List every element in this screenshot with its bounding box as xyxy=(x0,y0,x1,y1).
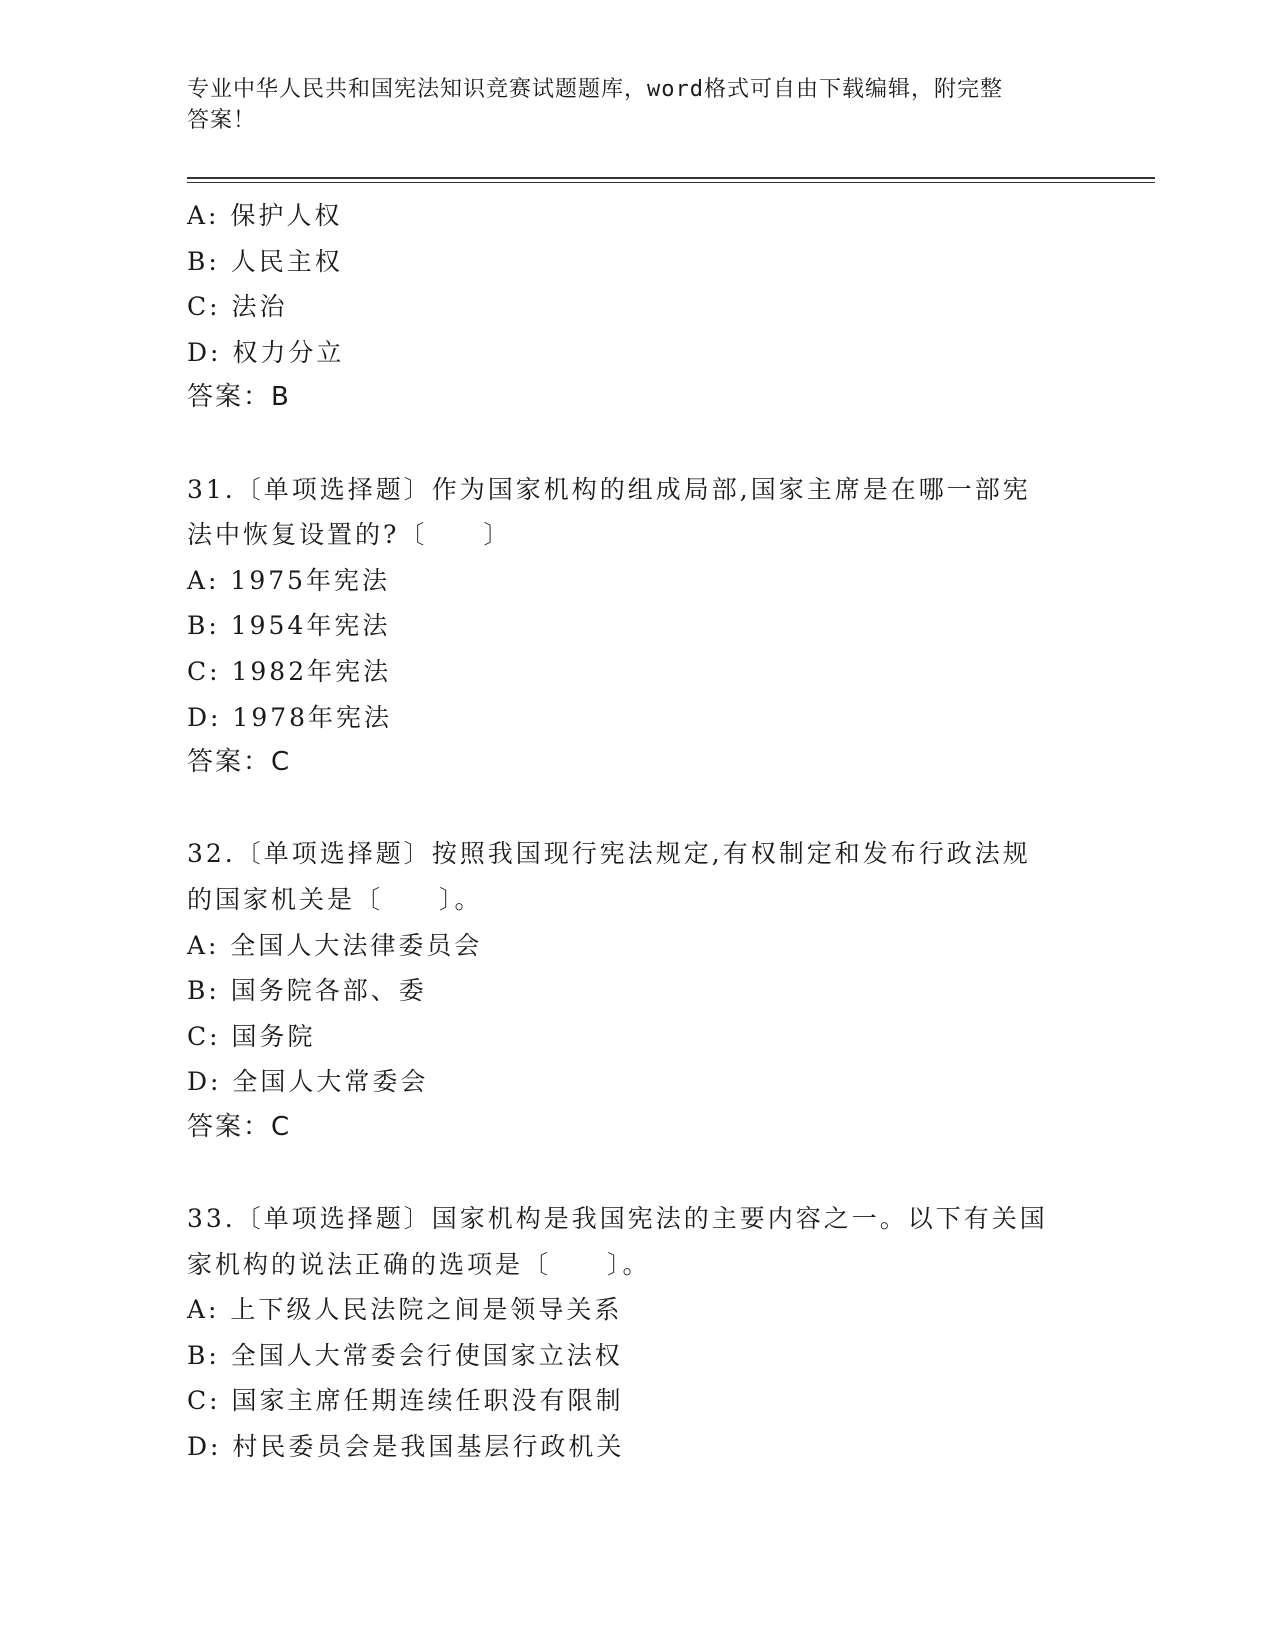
question-stem: 33.〔单项选择题〕国家机构是我国宪法的主要内容之一。以下有关国 xyxy=(187,1204,1048,1234)
question-block-33 xyxy=(187,1196,1087,1470)
question-stem-continued: 法中恢复设置的?〔 〕 xyxy=(187,520,512,550)
document-header xyxy=(187,74,1067,136)
header-divider-thick xyxy=(187,177,1155,179)
question-stem: 31.〔单项选择题〕作为国家机构的组成局部,国家主席是在哪一部宪 xyxy=(187,474,1031,504)
header-line-1: 专业中华人民共和国宪法知识竞赛试题题库，word格式可自由下载编辑，附完整 xyxy=(187,77,1003,102)
option-d: D: 1978年宪法 xyxy=(187,702,393,732)
option-d: D: 全国人大常委会 xyxy=(187,1067,429,1097)
spacer xyxy=(187,1150,1087,1196)
spacer xyxy=(187,786,1087,832)
option-a: A: 全国人大法律委员会 xyxy=(187,930,483,960)
option-b: B: 全国人大常委会行使国家立法权 xyxy=(187,1340,623,1370)
option-c: C: 国家主席任期连续任职没有限制 xyxy=(187,1386,624,1416)
question-block-32 xyxy=(187,831,1087,1150)
option-d: D: 权力分立 xyxy=(187,337,345,367)
question-block-31 xyxy=(187,467,1087,786)
option-c: C: 法治 xyxy=(187,292,288,322)
question-stem: 32.〔单项选择题〕按照我国现行宪法规定,有权制定和发布行政法规 xyxy=(187,839,1031,869)
option-b: B: 人民主权 xyxy=(187,246,343,276)
header-line-2: 答案！ xyxy=(187,108,257,133)
question-block-30 xyxy=(187,193,1087,421)
option-c: C: 1982年宪法 xyxy=(187,656,392,686)
option-a: A: 保护人权 xyxy=(187,201,343,230)
question-stem-continued: 的国家机关是〔 〕。 xyxy=(187,884,483,914)
option-a: A: 1975年宪法 xyxy=(187,565,391,595)
spacer xyxy=(187,421,1087,467)
answer-label: 答案：C xyxy=(187,1111,292,1142)
question-list xyxy=(187,193,1087,1470)
option-b: B: 1954年宪法 xyxy=(187,611,391,641)
answer-label: 答案：B xyxy=(187,382,291,413)
question-stem-continued: 家机构的说法正确的选项是〔 〕。 xyxy=(187,1249,651,1279)
answer-label: 答案：C xyxy=(187,747,292,778)
option-d: D: 村民委员会是我国基层行政机关 xyxy=(187,1432,625,1462)
option-a: A: 上下级人民法院之间是领导关系 xyxy=(187,1295,623,1325)
option-c: C: 国务院 xyxy=(187,1021,316,1051)
option-b: B: 国务院各部、委 xyxy=(187,976,427,1006)
header-divider-thin xyxy=(187,182,1155,183)
